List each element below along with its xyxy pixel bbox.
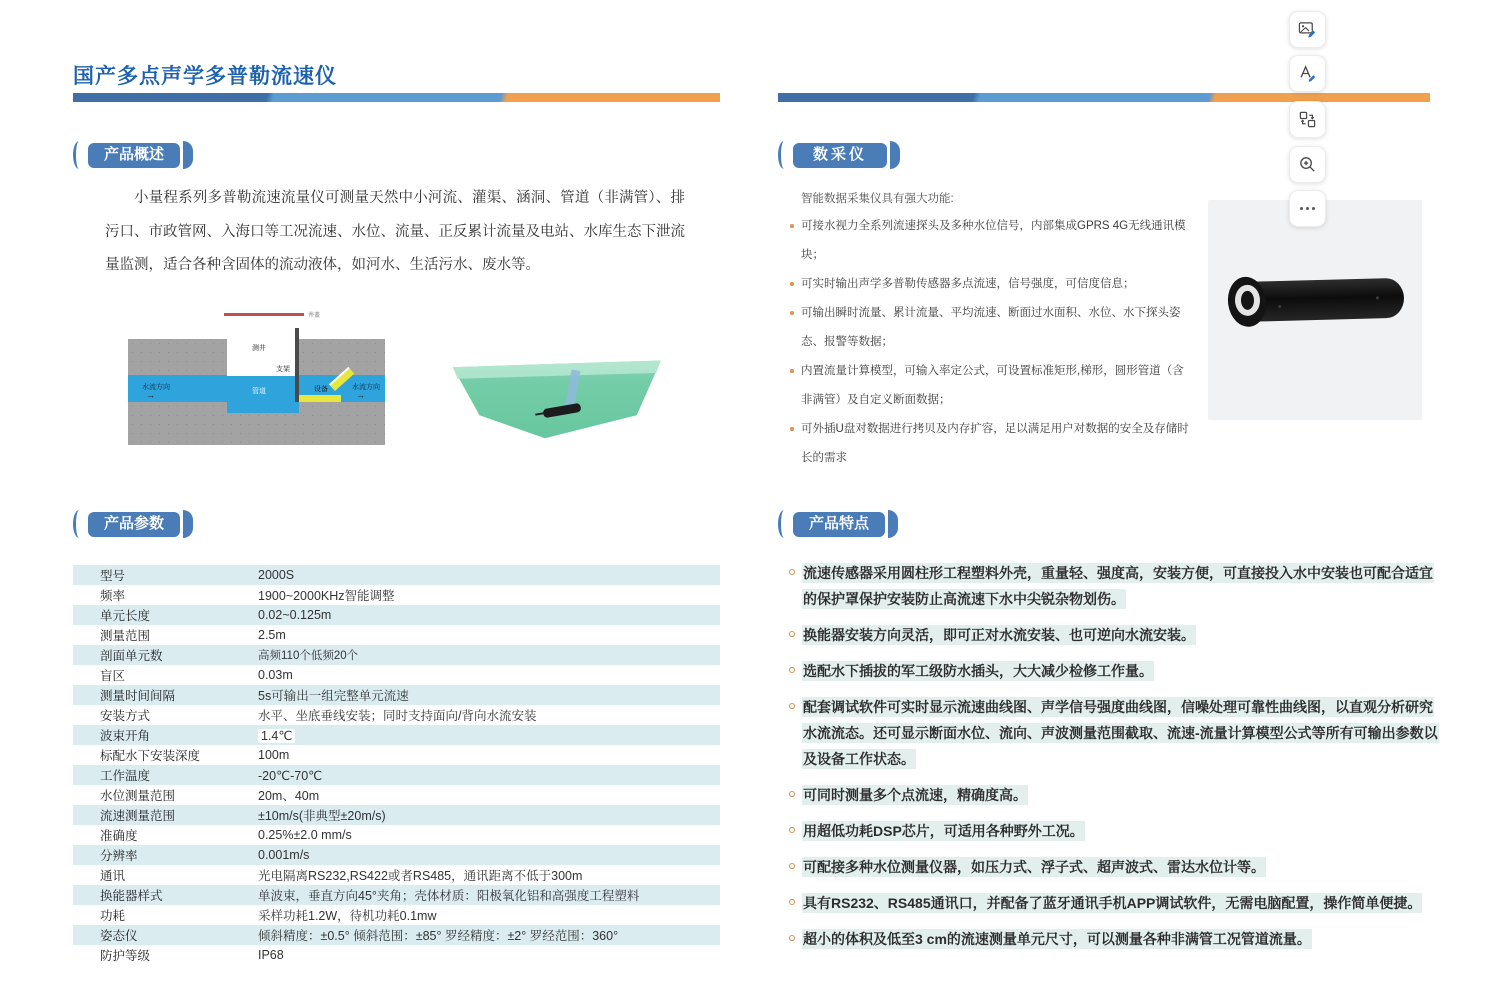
bullet-dot-icon [790, 369, 794, 373]
bullet-ring-icon [789, 631, 795, 637]
param-label: 防护等级 [100, 949, 151, 963]
table-row [73, 805, 720, 825]
param-value: -20℃-70℃ [258, 768, 323, 783]
table-row [73, 745, 720, 765]
bullet-ring-icon [789, 863, 795, 869]
image-edit-icon [1298, 20, 1317, 39]
features-bullet-list [789, 560, 1439, 962]
table-row [73, 885, 720, 905]
bullet-ring-icon [789, 667, 795, 673]
ellipsis-icon [1300, 207, 1315, 210]
collector-section-badge [778, 140, 900, 170]
flow-direction-left-label: 水流方向 [142, 384, 170, 391]
badge-left-arc [778, 141, 790, 169]
well-cover-label: 井盖 [308, 313, 321, 319]
param-label: 工作温度 [100, 769, 151, 783]
param-value: ±10m/s(非典型±20m/s) [258, 809, 386, 823]
param-label: 型号 [100, 569, 126, 583]
left-gradient-divider [73, 93, 720, 102]
param-value: 0.02~0.125m [258, 608, 332, 622]
bullet-dot-icon [790, 311, 794, 315]
param-value: 0.25%±2.0 mm/s [258, 828, 352, 842]
param-label: 功耗 [100, 909, 126, 923]
table-row [73, 785, 720, 805]
table-row [73, 905, 720, 925]
collector-bullet-list [789, 212, 1189, 473]
table-row [73, 645, 720, 665]
overview-paragraph: 小量程系列多普勒流速流量仪可测量天然中小河流、灌渠、涵洞、管道（非满管）、排污口、市政管网、入海口等工况流速、水位、流量、正反累计流量及电站、水库生态下泄流量监测，适合各种含固体的流动液体，如河水、生活污水、废水等。 [105, 190, 685, 273]
param-label: 姿态仪 [100, 929, 138, 943]
badge-left-arc [778, 510, 790, 538]
table-row [73, 605, 720, 625]
param-value: 0.001m/s [258, 848, 310, 862]
param-value: 光电隔离RS232,RS422或者RS485，通讯距离不低于300m [258, 869, 583, 883]
swap-icon [1298, 110, 1317, 129]
param-label: 水位测量范围 [100, 789, 176, 803]
bullet-dot-icon [790, 427, 794, 431]
badge-left-arc [73, 510, 85, 538]
param-label: 安装方式 [100, 709, 151, 723]
param-value: 单波束，垂直方向45°夹角；壳体材质：阳极氧化铝和高强度工程塑料 [258, 889, 640, 903]
flow-arrow-right: → [356, 390, 365, 400]
bullet-ring-icon [789, 899, 795, 905]
bullet-ring-icon [789, 569, 795, 575]
param-value: 1900~2000KHz智能调整 [258, 589, 395, 603]
params-section-badge [73, 509, 193, 539]
param-value: 采样功耗1.2W，待机功耗0.1mw [258, 909, 437, 923]
param-label: 频率 [100, 589, 126, 603]
list-item: 内置流量计算模型，可输入率定公式，可设置标准矩形,梯形，圆形管道（含非满管）及自定义断面数据； [789, 357, 1189, 415]
param-label: 剖面单元数 [100, 649, 163, 663]
list-item: 具有RS232、RS485通讯口，并配备了蓝牙通讯手机APP调试软件，无需电脑配置，操作简单便捷。 [789, 890, 1439, 916]
bullet-dot-icon [790, 282, 794, 286]
screw-dot [1376, 296, 1379, 299]
badge-right-arc [890, 141, 900, 169]
param-label: 标配水下安装深度 [100, 749, 201, 763]
list-item: 选配水下插拔的军工级防水插头，大大减少检修工作量。 [789, 658, 1439, 684]
param-label: 换能器样式 [100, 889, 163, 903]
zoom-in-icon [1298, 155, 1317, 174]
param-value: 2000S [258, 568, 295, 582]
list-item: 可实时输出声学多普勒传感器多点流速，信号强度，可信度信息； [789, 270, 1189, 299]
list-item: 流速传感器采用圆柱形工程塑料外壳，重量轻、强度高，安装方便，可直接投入水中安装也可配合适宜的保护罩保护安装防止高流速下水中尖锐杂物划伤。 [789, 560, 1439, 612]
params-badge-label: 产品参数 [88, 512, 180, 537]
table-row [73, 565, 720, 585]
param-value: 20m、40m [258, 789, 320, 803]
param-value: 高频110个低频20个 [258, 650, 359, 662]
param-label: 流速测量范围 [100, 809, 176, 823]
param-label: 测量时间间隔 [100, 689, 176, 703]
table-row [73, 845, 720, 865]
param-value: 水平、坐底垂线安装；同时支持面向/背向水流安装 [258, 709, 537, 723]
bullet-ring-icon [789, 703, 795, 709]
bullet-ring-icon [789, 827, 795, 833]
bullet-ring-icon [789, 935, 795, 941]
param-value: 1.4℃ [258, 728, 720, 743]
underwater-deployment-illustration [448, 348, 690, 444]
bullet-ring-icon [789, 791, 795, 797]
installation-cross-section-diagram [128, 310, 385, 445]
param-value: 倾斜精度：±0.5° 倾斜范围：±85° 罗经精度：±2° 罗经范围：360° [258, 929, 619, 943]
badge-left-arc [73, 141, 85, 169]
bullet-dot-icon [790, 224, 794, 228]
image-edit-button[interactable] [1289, 11, 1326, 48]
text-edit-button[interactable] [1289, 55, 1326, 92]
param-value: 100m [258, 748, 290, 762]
collector-badge-label: 数采仪 [793, 143, 887, 168]
device-label: 设备 [314, 386, 328, 393]
param-label: 盲区 [100, 669, 126, 683]
list-item: 配套调试软件可实时显示流速曲线图、声学信号强度曲线图，信噪处理可靠性曲线图，以直观分析研究水流流态。还可显示断面水位、流向、声波测量范围截取、流速-流量计算模型公式等所有可输出参数以及设备工作状态。 [789, 694, 1439, 772]
sensor-cylinder-image [1225, 270, 1408, 331]
parameters-table [73, 565, 720, 965]
badge-right-arc [183, 141, 193, 169]
param-label: 单元长度 [100, 609, 151, 623]
overview-badge-label: 产品概述 [88, 143, 180, 168]
param-value: 5s可输出一组完整单元流速 [258, 689, 409, 703]
list-item: 可接水视力全系列流速探头及多种水位信号，内部集成GPRS 4G无线通讯模块； [789, 212, 1189, 270]
table-row [73, 625, 720, 645]
param-label: 通讯 [100, 869, 126, 883]
table-row [73, 925, 720, 945]
swap-button[interactable] [1289, 101, 1326, 138]
collector-intro: 智能数据采集仪具有强大功能: [801, 193, 954, 205]
screw-dot [1278, 305, 1281, 308]
product-photo [1208, 200, 1422, 420]
flow-arrow-left: → [146, 390, 155, 400]
right-gradient-divider [778, 93, 1430, 102]
list-item: 可输出瞬时流量、累计流量、平均流速、断面过水面积、水位、水下探头姿态、报警等数据； [789, 299, 1189, 357]
table-row [73, 685, 720, 705]
overview-section-badge [73, 140, 193, 170]
zoom-in-button[interactable] [1289, 146, 1326, 183]
pipe-label: 管道 [252, 388, 266, 395]
bracket-label: 支架 [276, 366, 290, 373]
table-row [73, 585, 720, 605]
table-row [73, 705, 720, 725]
table-row [73, 665, 720, 685]
table-row [73, 725, 720, 745]
flow-direction-right-label: 水流方向 [352, 384, 380, 391]
param-value: 0.03m [258, 668, 293, 682]
list-item: 换能器安装方向灵活，即可正对水流安装、也可逆向水流安装。 [789, 622, 1439, 648]
param-label: 波束开角 [100, 729, 151, 743]
param-value: IP68 [258, 948, 284, 962]
list-item: 可配接多种水位测量仪器，如压力式、浮子式、超声波式、雷达水位计等。 [789, 854, 1439, 880]
page-title: 国产多点声学多普勒流速仪 [73, 65, 337, 88]
list-item: 用超低功耗DSP芯片，可适用各种野外工况。 [789, 818, 1439, 844]
text-edit-icon [1298, 64, 1317, 83]
well-label: 测井 [252, 345, 266, 352]
table-row [73, 945, 720, 965]
param-label: 准确度 [100, 829, 138, 843]
param-label: 测量范围 [100, 629, 151, 643]
features-badge-label: 产品特点 [793, 512, 885, 537]
table-row [73, 865, 720, 885]
list-item: 可外插U盘对数据进行拷贝及内存扩容，足以满足用户对数据的安全及存储时长的需求 [789, 415, 1189, 473]
well-cover [224, 313, 304, 316]
list-item: 超小的体积及低至3 cm的流速测量单元尺寸，可以测量各种非满管工况管道流量。 [789, 926, 1439, 952]
sensor-device [299, 395, 341, 402]
param-label: 分辨率 [100, 849, 138, 863]
channel-deep-section [227, 402, 299, 413]
support-bracket [295, 328, 299, 402]
table-row [73, 825, 720, 845]
features-section-badge [778, 509, 898, 539]
more-button[interactable] [1289, 190, 1326, 227]
badge-right-arc [888, 510, 898, 538]
badge-right-arc [183, 510, 193, 538]
param-value: 2.5m [258, 628, 286, 642]
table-row [73, 765, 720, 785]
list-item: 可同时测量多个点流速，精确度高。 [789, 782, 1439, 808]
